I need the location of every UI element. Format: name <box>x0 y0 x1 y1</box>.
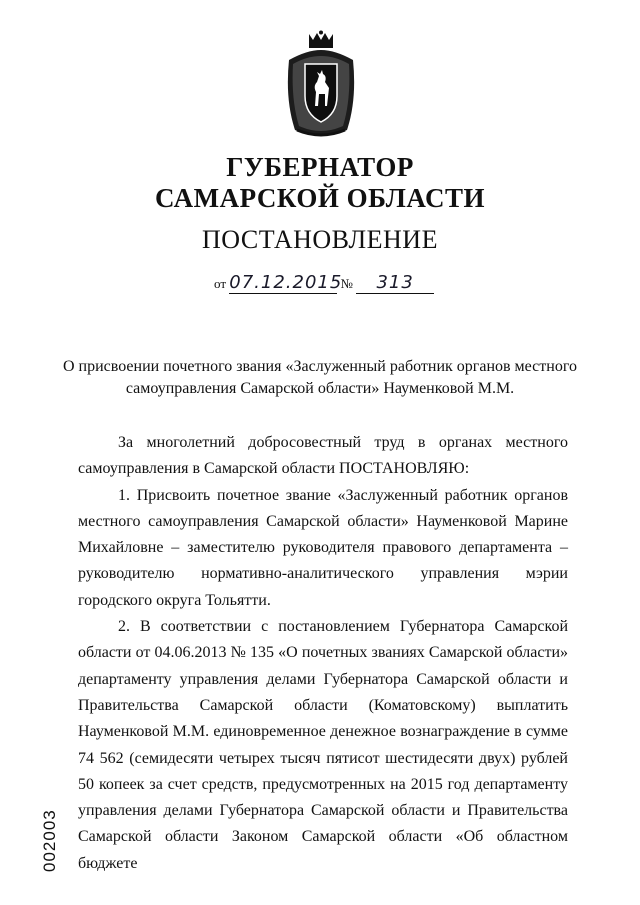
document-subject: О присвоении почетного звания «Заслуженный работник органов местного самоуправления Самарской области» Науменковой М.М. <box>63 358 577 397</box>
document-body <box>78 430 568 877</box>
date-label: от <box>214 276 227 291</box>
coat-of-arms-icon <box>275 30 367 142</box>
document-type: ПОСТАНОВЛЕНИЕ <box>202 225 438 254</box>
issuer-title-line1: ГУБЕРНАТОР <box>226 152 414 182</box>
paragraph-preamble: За многолетний добросовестный труд в органах местного самоуправления в Самарской области ПОСТАНОВЛЯЮ: <box>78 434 568 478</box>
number-value: 313 <box>356 272 434 294</box>
paragraph-item-1: 1. Присвоить почетное звание «Заслуженный работник органов местного самоуправления Самарской области» Науменковой Марине Михайловне – заместителю руководителя правового департамента – руководителю нормативно-аналитического управления мэрии городского округа Тольятти. <box>78 486 568 609</box>
side-page-number: 002003 <box>40 809 59 872</box>
date-number-line <box>214 272 434 294</box>
number-label: № <box>340 276 353 291</box>
date-value: 07.12.2015 <box>229 272 343 293</box>
paragraph-item-2: 2. В соответствии с постановлением Губернатора Самарской области от 04.06.2013 № 135 «О почетных званиях Самарской области» департаменту управления делами Губернатора Самарской области и Правительства Самарской области (Коматовскому) выплатить Науменковой М.М. единовременное денежное вознаграждение в сумме 74 562 (семидесяти четырех тысяч пятисот шестидесяти двух) рублей 50 копеек за счет средств, предусмотренных на 2015 год департаменту управления делами Губернатора Самарской области и Правительства Самарской области Законом Самарской области «Об областном бюджете <box>78 618 568 872</box>
issuer-title-line2: САМАРСКОЙ ОБЛАСТИ <box>154 183 486 213</box>
